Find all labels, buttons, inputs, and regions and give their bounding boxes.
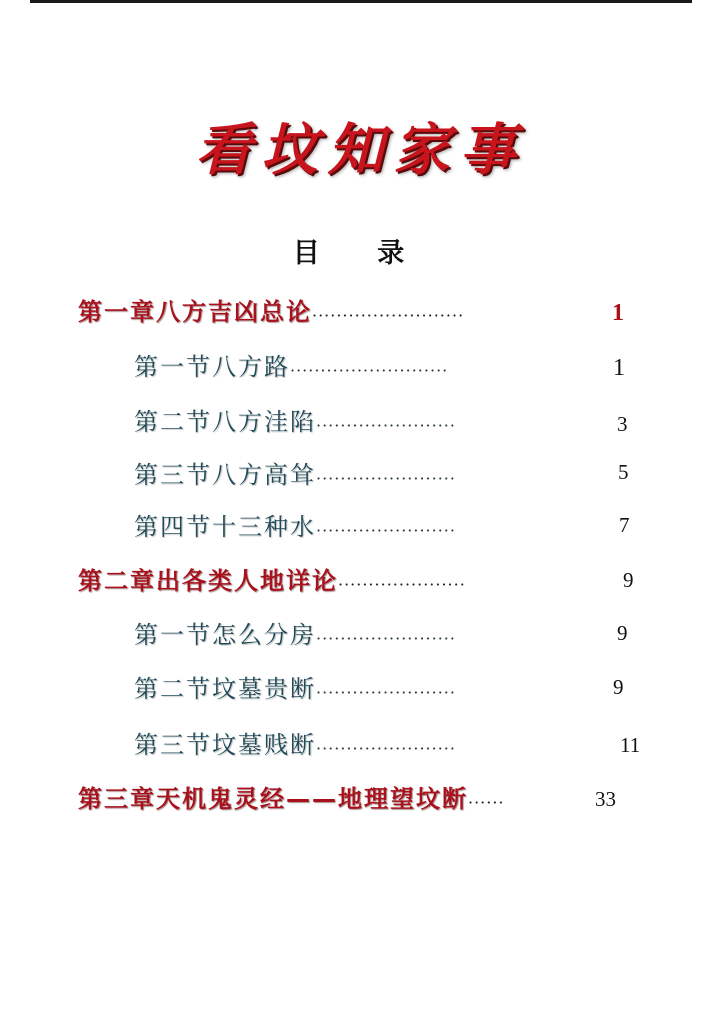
toc-entry-page: 3 — [617, 412, 628, 436]
page-title: 看坟知家事 — [195, 117, 526, 183]
toc-entry[interactable] — [134, 623, 456, 647]
toc-entry-label: 第二章出各类人地详论 — [78, 567, 338, 595]
toc-entry-page: 5 — [618, 460, 629, 484]
toc-entry-label: 第四节十三种水 — [134, 513, 316, 541]
toc-entry-leader: ······················· — [316, 468, 456, 488]
toc-entry-leader: ······················· — [316, 415, 456, 435]
toc-entry[interactable] — [134, 733, 456, 757]
toc-heading: 目 录 — [292, 238, 429, 269]
toc-entry-leader: ······················· — [316, 628, 456, 648]
toc-entry-label: 第一节怎么分房 — [134, 621, 316, 649]
toc-entry-page: 11 — [620, 733, 641, 757]
toc-entry-label: 第二节八方洼陷 — [134, 408, 316, 436]
toc-entry-leader: ·························· — [290, 360, 449, 380]
toc-entry-page: 7 — [619, 513, 630, 537]
toc-entry[interactable] — [134, 463, 456, 487]
toc-entry[interactable] — [78, 787, 505, 811]
toc-entry[interactable] — [134, 677, 456, 701]
toc-entry[interactable] — [134, 355, 448, 379]
toc-entry-page: 9 — [617, 621, 628, 645]
toc-entry[interactable] — [134, 410, 456, 434]
toc-entry-page: 9 — [613, 675, 624, 699]
toc-entry-leader: ······················· — [316, 520, 456, 540]
toc-entry-leader: ······················· — [316, 738, 456, 758]
toc-entry-page: 33 — [595, 787, 616, 811]
toc-entry[interactable] — [134, 515, 456, 539]
toc-entry-label: 第三章天机鬼灵经——地理望坟断 — [78, 785, 468, 813]
toc-entry-leader: ······ — [468, 792, 505, 812]
toc-entry-page: 1 — [613, 355, 625, 381]
toc-entry[interactable] — [78, 569, 466, 593]
toc-entry-label: 第一章八方吉凶总论 — [78, 298, 312, 326]
toc-entry-leader: ························· — [312, 305, 465, 325]
toc-entry-label: 第三节八方高耸 — [134, 461, 316, 489]
toc-entry-label: 第一节八方路 — [134, 353, 290, 381]
toc-entry-page: 9 — [623, 568, 634, 592]
toc-entry-page: 1 — [612, 300, 624, 326]
toc-entry-label: 第三节坟墓贱断 — [134, 731, 316, 759]
toc-entry-leader: ······················· — [316, 682, 456, 702]
toc-entry[interactable] — [78, 300, 464, 324]
toc-entry-leader: ····················· — [338, 574, 466, 594]
top-rule — [30, 0, 692, 3]
toc-entry-label: 第二节坟墓贵断 — [134, 675, 316, 703]
